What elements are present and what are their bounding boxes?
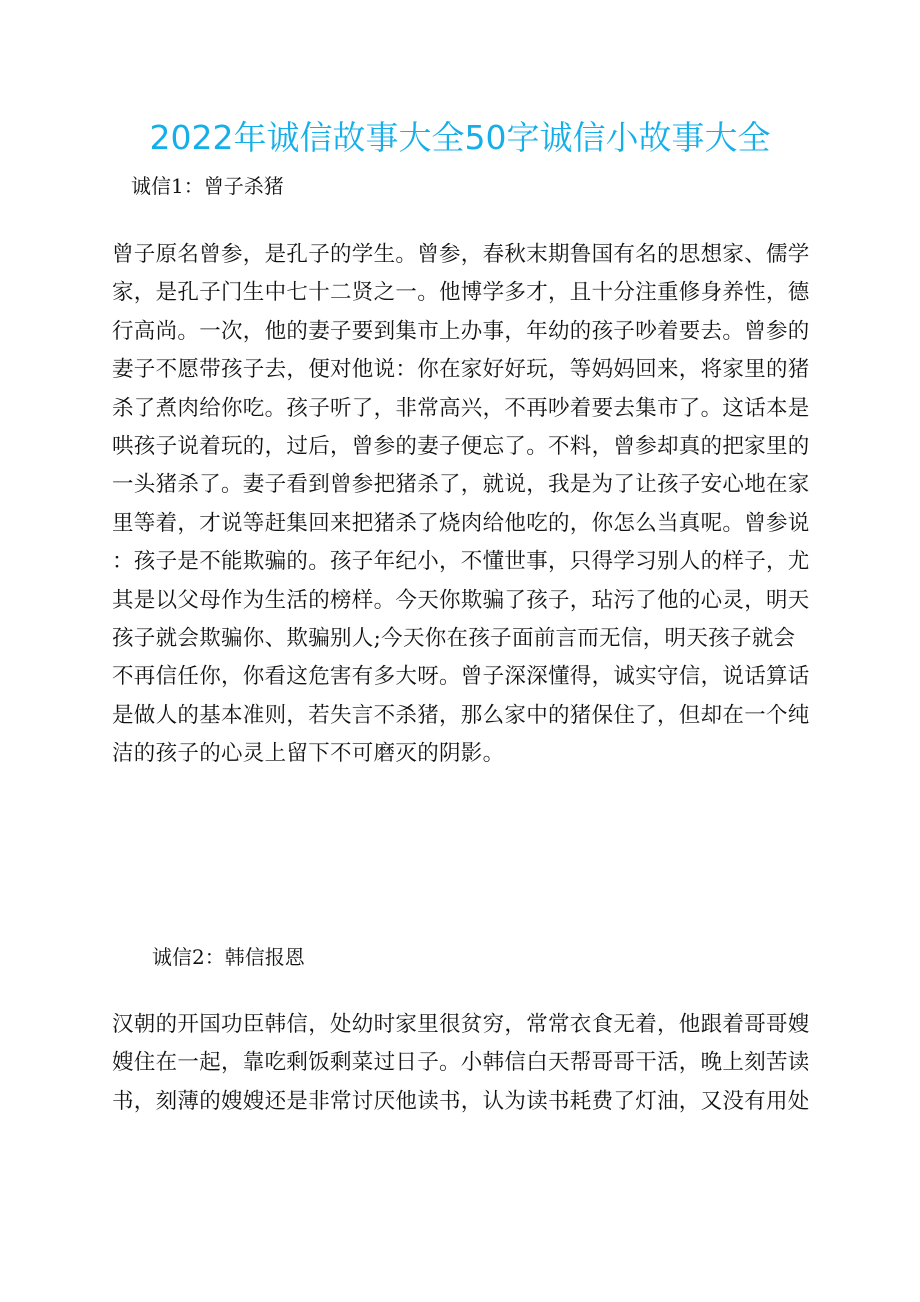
text-line: 嫂住在一起，靠吃剩饭剩菜过日子。小韩信白天帮哥哥干活，晚上刻苦读 [112, 1050, 810, 1076]
section-heading-2: 诚信2：韩信报恩 [152, 945, 305, 969]
text-line: 书，刻薄的嫂嫂还是非常讨厌他读书，认为读书耗费了灯油，又没有用处 [112, 1088, 810, 1114]
text-line: 孩子就会欺骗你、欺骗别人;今天你在孩子面前言而无信，明天孩子就会 [112, 625, 796, 651]
text-line: 里等着，才说等赶集回来把猪杀了烧肉给他吃的，你怎么当真呢。曾参说 [112, 510, 810, 536]
section-body-2 [112, 1006, 812, 1121]
text-line: 行高尚。一次，他的妻子要到集市上办事，年幼的孩子吵着要去。曾参的 [112, 318, 810, 344]
text-line: 汉朝的开国功臣韩信，处幼时家里很贫穷，常常衣食无着，他跟着哥哥嫂 [112, 1012, 810, 1037]
text-line: 哄孩子说着玩的，过后，曾参的妻子便忘了。不料，曾参却真的把家里的 [112, 433, 810, 459]
section-heading-1: 诚信1：曾子杀猪 [131, 174, 284, 198]
text-line: 杀了煮肉给你吃。孩子听了，非常高兴，不再吵着要去集市了。这话本是 [112, 395, 810, 421]
text-line: 一头猪杀了。妻子看到曾参把猪杀了，就说，我是为了让孩子安心地在家 [112, 472, 810, 498]
text-line: 是做人的基本准则，若失言不杀猪，那么家中的猪保住了，但却在一个纯 [112, 702, 810, 728]
text-line: 妻子不愿带孩子去，便对他说：你在家好好玩，等妈妈回来，将家里的猪 [112, 357, 810, 383]
text-line: 曾子原名曾参，是孔子的学生。曾参，春秋末期鲁国有名的思想家、儒学 [112, 242, 810, 267]
text-line: 家，是孔子门生中七十二贤之一。他博学多才，且十分注重修身养性，德 [112, 280, 810, 306]
text-line: ：孩子是不能欺骗的。孩子年纪小，不懂世事，只得学习别人的样子，尤 [112, 549, 810, 575]
document-title: 2022年诚信故事大全50字诚信小故事大全 [149, 118, 771, 157]
text-line: 洁的孩子的心灵上留下不可磨灭的阴影。 [112, 741, 505, 767]
text-line: 不再信任你，你看这危害有多大呀。曾子深深懂得，诚实守信，说话算话 [112, 664, 810, 690]
section-body-1 [112, 236, 812, 773]
text-line: 其是以父母作为生活的榜样。今天你欺骗了孩子，玷污了他的心灵，明天 [112, 587, 810, 613]
